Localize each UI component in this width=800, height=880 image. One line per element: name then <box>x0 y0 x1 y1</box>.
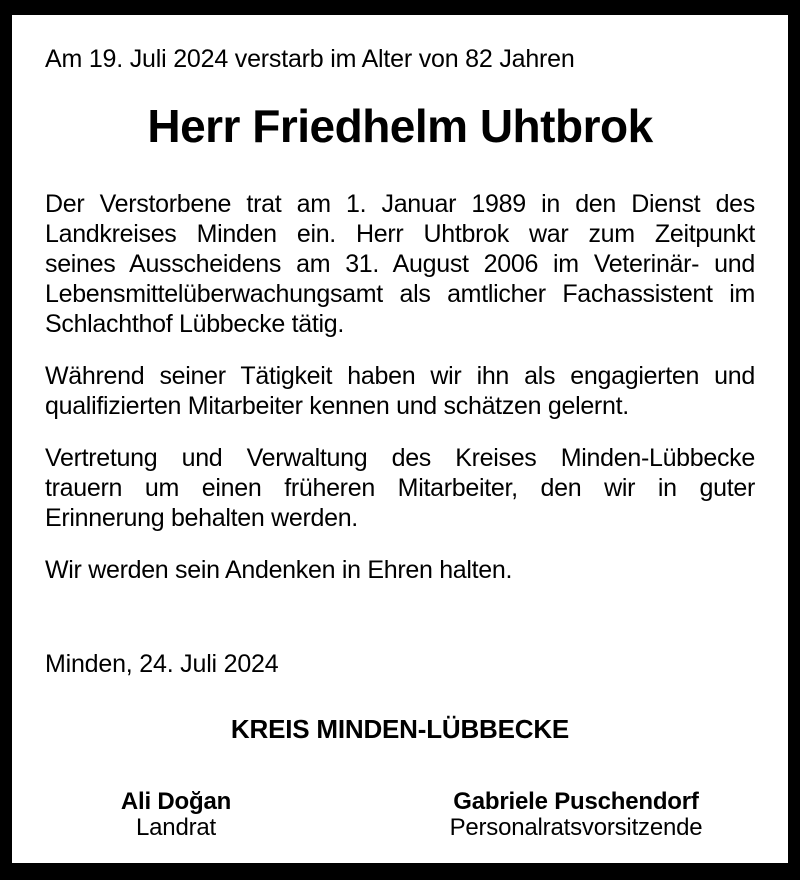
paragraph <box>45 189 755 339</box>
dateline: Minden, 24. Juli 2024 <box>45 650 279 678</box>
signature <box>397 789 755 841</box>
paragraph-line: Der Verstorbene trat am 1. Januar 1989 in den Dienst des <box>45 190 755 218</box>
paragraph-line: Lebensmittelüberwachungsamt als amtlicher Fachassistent im <box>45 280 755 308</box>
paragraph <box>45 443 755 533</box>
paragraph-line: Erinnerung behalten werden. <box>45 504 358 532</box>
paragraph-line: seines Ausscheidens am 31. August 2006 im Veterinär- und <box>45 250 755 278</box>
paragraph-line: Landkreises Minden ein. Herr Uhtbrok war zum Zeitpunkt <box>45 220 755 248</box>
paragraph <box>45 555 755 585</box>
paragraph-line: Wir werden sein Andenken in Ehren halten. <box>45 556 513 584</box>
paragraph <box>45 361 755 421</box>
paragraph-line: Während seiner Tätigkeit haben wir ihn als engagierten und <box>45 362 755 390</box>
signature-block <box>45 789 755 841</box>
paragraph-line: Schlachthof Lübbecke tätig. <box>45 310 345 338</box>
organization-name: KREIS MINDEN-LÜBBECKE <box>230 714 570 744</box>
signature <box>45 789 307 841</box>
signature-title: Personalratsvorsitzende <box>449 814 703 841</box>
paragraph-line: trauern um einen früheren Mitarbeiter, den wir in guter <box>45 474 755 502</box>
body-paragraphs <box>45 189 755 585</box>
intro-line: Am 19. Juli 2024 verstarb im Alter von 82 Jahren <box>45 45 575 73</box>
deceased-name: Herr Friedhelm Uhtbrok <box>147 100 653 152</box>
signature-name: Gabriele Puschendorf <box>453 788 699 815</box>
signature-name: Ali Doğan <box>120 788 232 815</box>
paragraph-line: qualifizierten Mitarbeiter kennen und schätzen gelernt. <box>45 392 629 420</box>
paragraph-line: Vertretung und Verwaltung des Kreises Minden-Lübbecke <box>45 444 755 472</box>
signature-title: Landrat <box>136 814 216 841</box>
